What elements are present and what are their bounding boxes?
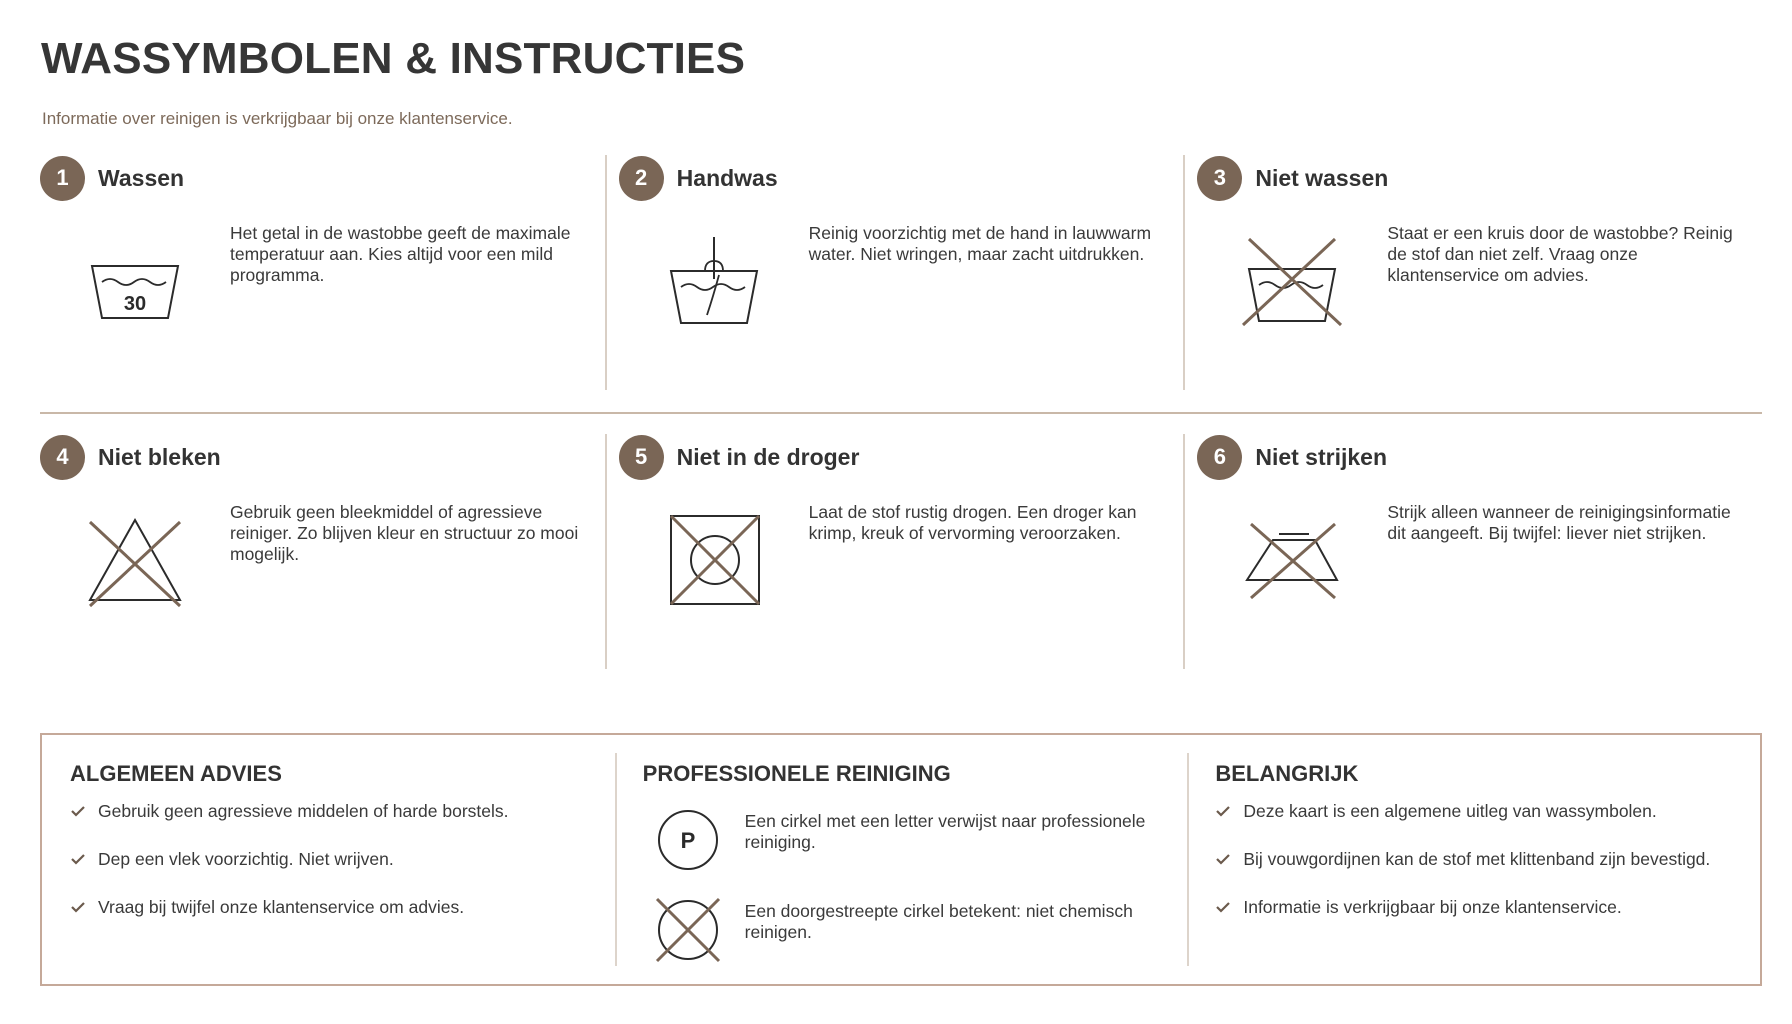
professional-letter: P — [680, 828, 696, 853]
list-item — [1215, 897, 1760, 917]
list-item — [1215, 801, 1760, 821]
no-dry-clean-row — [643, 895, 1188, 965]
symbol-grid — [40, 155, 1762, 669]
wash-temp-label: 30 — [123, 293, 147, 315]
do-not-iron-icon — [1237, 510, 1347, 610]
check-icon — [70, 852, 86, 866]
check-icon — [70, 900, 86, 914]
card-title: Niet wassen — [1255, 164, 1389, 191]
wash-tub-30-icon — [80, 236, 190, 326]
page-title: WASSYMBOLEN & INSTRUCTIES — [41, 34, 746, 83]
general-advice-title: ALGEMEEN ADVIES — [70, 761, 282, 786]
do-not-dry-clean-icon — [653, 895, 723, 965]
general-advice-list — [70, 801, 615, 917]
check-icon — [1215, 900, 1231, 914]
general-advice-column — [42, 735, 615, 984]
card-text: Laat de stof rustig drogen. Een droger kan krimp, kreuk of vervorming veroorzaken. — [808, 502, 1137, 543]
symbol-card-niet-strijken — [1183, 434, 1762, 669]
symbol-card-niet-bleken — [40, 434, 605, 669]
check-icon — [1215, 804, 1231, 818]
list-item-text: Vraag bij twijfel onze klantenservice om advies. — [98, 896, 465, 917]
list-item — [70, 801, 615, 821]
professional-cleaning-column — [615, 735, 1188, 984]
professional-cleaning-row — [643, 805, 1188, 875]
do-not-bleach-icon — [80, 510, 190, 610]
list-item-text: Bij vouwgordijnen kan de stof met klittenband zijn bevestigd. — [1243, 848, 1711, 869]
do-not-tumble-dry-icon — [659, 510, 769, 610]
number-badge: 6 — [1197, 435, 1242, 480]
symbol-card-wassen — [40, 155, 605, 390]
page-subtitle: Informatie over reinigen is verkrijgbaar bij onze klantenservice. — [42, 109, 513, 128]
card-title: Handwas — [676, 164, 778, 191]
professional-cleaning-text: Een cirkel met een letter verwijst naar professionele reiniging. — [744, 811, 1146, 852]
row-divider — [40, 412, 1762, 414]
number-badge: 3 — [1197, 156, 1242, 201]
check-icon — [70, 804, 86, 818]
symbol-card-niet-in-de-droger — [605, 434, 1184, 669]
advice-panel — [40, 733, 1762, 986]
do-not-wash-icon — [1237, 231, 1347, 331]
list-item — [1215, 849, 1760, 869]
card-text: Staat er een kruis door de wastobbe? Reinig de stof dan niet zelf. Vraag onze klantenservice om advies. — [1387, 223, 1733, 285]
list-item-text: Gebruik geen agressieve middelen of harde borstels. — [98, 800, 509, 821]
list-item-text: Informatie is verkrijgbaar bij onze klantenservice. — [1243, 896, 1622, 917]
important-title: BELANGRIJK — [1215, 761, 1359, 786]
no-dry-clean-text: Een doorgestreepte cirkel betekent: niet chemisch reinigen. — [744, 901, 1133, 942]
symbol-row-2 — [40, 434, 1762, 669]
check-icon — [1215, 852, 1231, 866]
number-badge: 5 — [619, 435, 664, 480]
professional-cleaning-title: PROFESSIONELE REINIGING — [642, 761, 951, 786]
symbol-card-handwas — [605, 155, 1184, 390]
number-badge: 4 — [40, 435, 85, 480]
card-title: Niet strijken — [1255, 443, 1387, 470]
list-item — [70, 849, 615, 869]
card-title: Niet in de droger — [676, 443, 860, 470]
number-badge: 1 — [40, 156, 85, 201]
card-text: Het getal in de wastobbe geeft de maximale temperatuur aan. Kies altijd voor een mild programma. — [230, 223, 571, 285]
card-title: Niet bleken — [98, 443, 221, 470]
important-list — [1215, 801, 1760, 917]
professional-cleaning-p-icon — [653, 805, 723, 875]
symbol-row-1 — [40, 155, 1762, 390]
hand-wash-icon — [659, 231, 769, 331]
number-badge: 2 — [619, 156, 664, 201]
list-item-text: Dep een vlek voorzichtig. Niet wrijven. — [98, 848, 394, 869]
important-column — [1187, 735, 1760, 984]
card-title: Wassen — [98, 164, 185, 191]
card-text: Gebruik geen bleekmiddel of agressieve reiniger. Zo blijven kleur en structuur zo mooi mogelijk. — [230, 502, 579, 564]
list-item — [70, 897, 615, 917]
card-text: Strijk alleen wanneer de reinigingsinformatie dit aangeeft. Bij twijfel: liever niet strijken. — [1387, 502, 1731, 543]
card-text: Reinig voorzichtig met de hand in lauwwarm water. Niet wringen, maar zacht uitdrukken. — [808, 223, 1152, 264]
symbol-card-niet-wassen — [1183, 155, 1762, 390]
list-item-text: Deze kaart is een algemene uitleg van wassymbolen. — [1243, 800, 1657, 821]
